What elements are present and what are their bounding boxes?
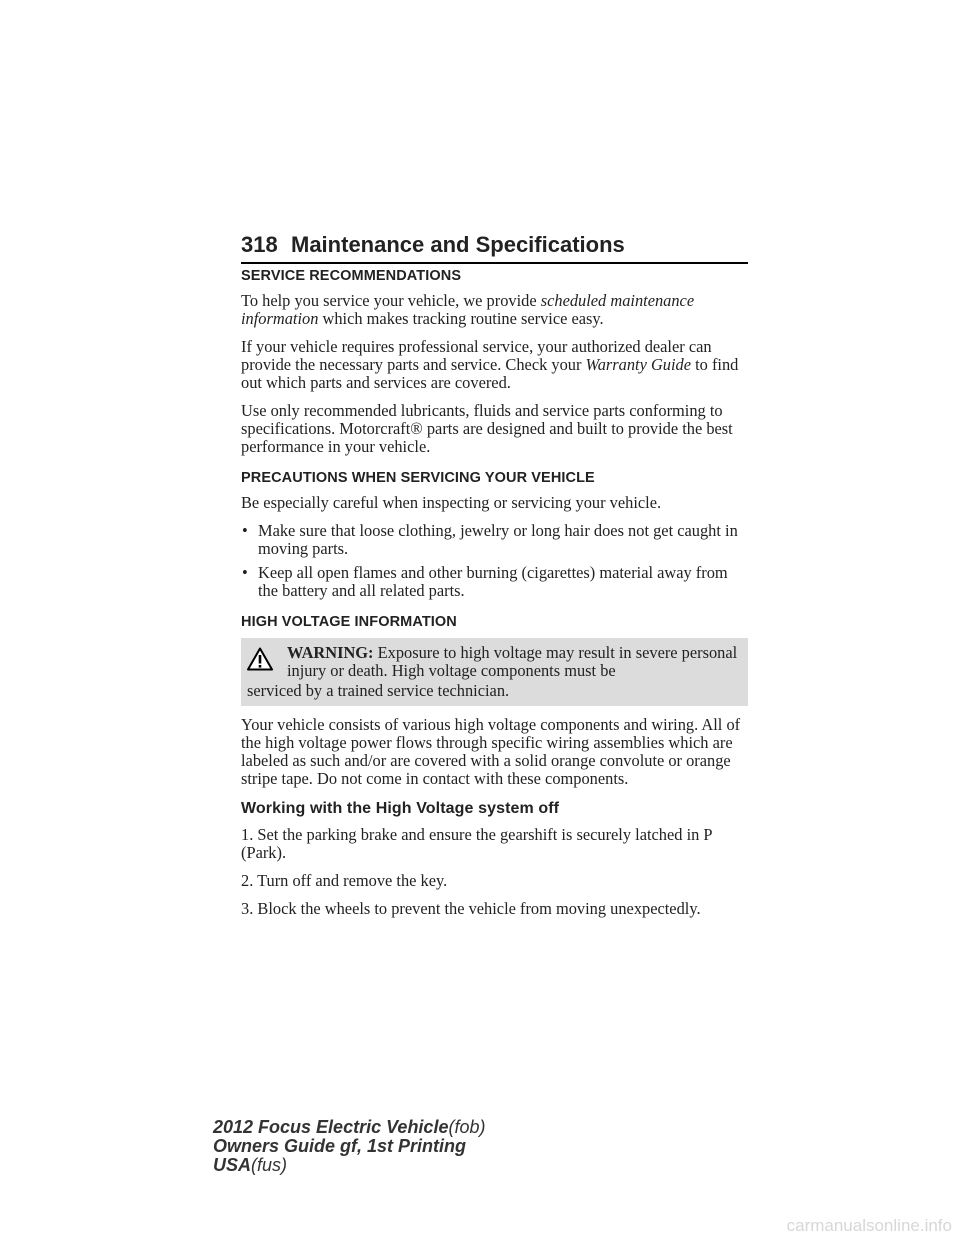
precautions-intro: Be especially careful when inspecting or servicing your vehicle.: [241, 493, 662, 512]
footer-line-1: 2012 Focus Electric Vehicle(fob): [213, 1117, 486, 1137]
page-content: [241, 268, 748, 928]
list-item: • Keep all open flames and other burning (cigarettes) material away from the battery and all related parts.: [242, 563, 728, 600]
heading-precautions: PRECAUTIONS WHEN SERVICING YOUR VEHICLE: [241, 470, 595, 486]
service-paragraph-1: To help you service your vehicle, we provide scheduled maintenance information which makes tracking routine service easy.: [241, 291, 695, 328]
service-paragraph-3: Use only recommended lubricants, fluids and service parts conforming to specifications. Motorcraft® parts are designed and built to provide the best performance in your vehicle.: [241, 401, 733, 456]
warning-box: [241, 638, 748, 706]
section-title: Maintenance and Specifications: [291, 232, 625, 257]
page-footer: [213, 1118, 485, 1175]
precautions-list: [241, 522, 748, 600]
step-3: 3. Block the wheels to prevent the vehicle from moving unexpectedly.: [241, 899, 701, 918]
step-1: 1. Set the parking brake and ensure the gearshift is securely latched in P (Park).: [241, 825, 712, 862]
high-voltage-paragraph: Your vehicle consists of various high voltage components and wiring. All of the high voltage power flows through specific wiring assemblies which are labeled as such and/or are covered with a solid orange convolute or orange stripe tape. Do not come in contact with these components.: [241, 715, 741, 788]
heading-system-off: Working with the High Voltage system off: [241, 800, 560, 817]
step-2: 2. Turn off and remove the key.: [241, 871, 448, 890]
footer-line-3: USA(fus): [213, 1155, 288, 1175]
service-paragraph-2: If your vehicle requires professional service, your authorized dealer can provide the necessary parts and service. Check your Warranty Guide to find out which parts and services are covered.: [241, 337, 739, 392]
list-item: • Make sure that loose clothing, jewelry or long hair does not get caught in moving parts.: [242, 521, 738, 558]
page-header: [241, 232, 748, 264]
heading-high-voltage: HIGH VOLTAGE INFORMATION: [241, 614, 457, 630]
page-number: 318: [241, 232, 278, 257]
heading-service-recommendations: SERVICE RECOMMENDATIONS: [241, 268, 462, 284]
warning-triangle-icon: [247, 647, 273, 671]
warning-text-continued: serviced by a trained service technician.: [247, 681, 510, 700]
warning-text: WARNING: Exposure to high voltage may result in severe personal injury or death. High voltage components must be: [287, 643, 738, 680]
footer-line-2: Owners Guide gf, 1st Printing: [213, 1136, 467, 1156]
watermark: carmanualsonline.info: [786, 1216, 952, 1235]
